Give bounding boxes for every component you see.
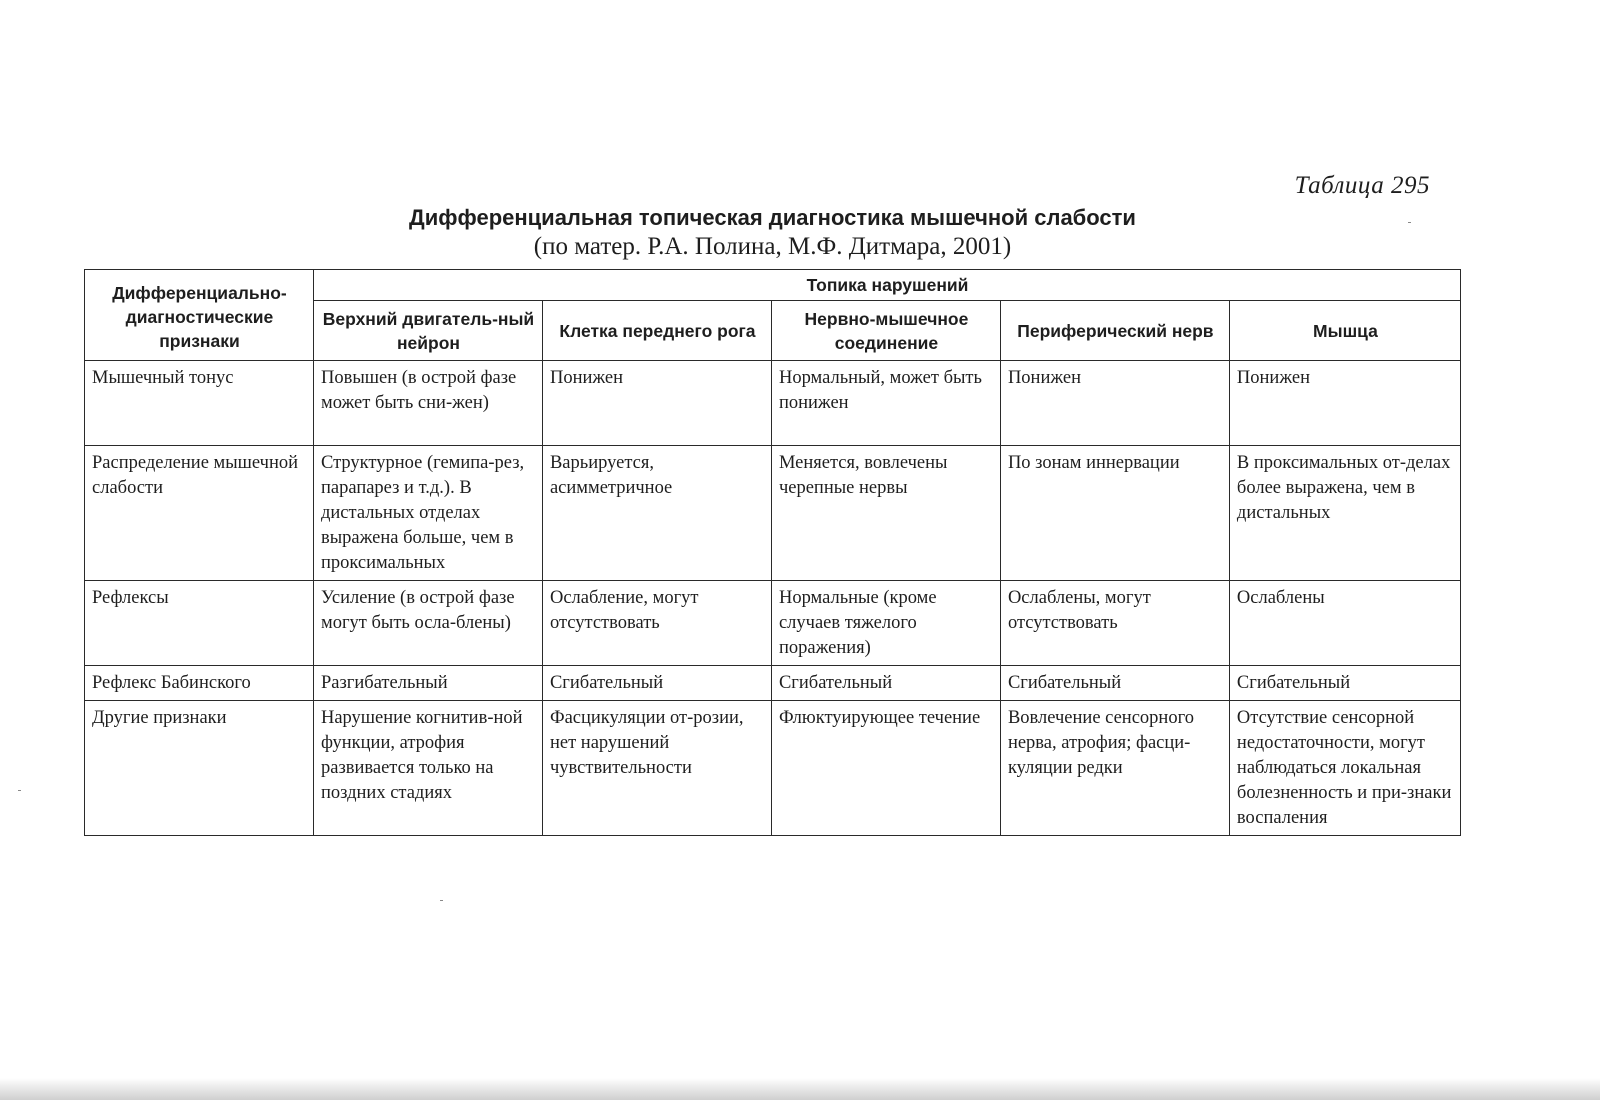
column-header: Клетка переднего рога bbox=[542, 301, 771, 361]
scan-speck bbox=[18, 790, 21, 791]
diagnosis-table bbox=[84, 269, 1461, 836]
row-label: Рефлексы bbox=[85, 581, 314, 666]
table-cell: Меняется, вовлечены черепные нервы bbox=[771, 446, 1000, 581]
corner-header: Дифференциально-диагностические признаки bbox=[85, 270, 314, 361]
table-cell: Ослаблены bbox=[1229, 581, 1460, 666]
column-header: Верхний двигатель-ный нейрон bbox=[313, 301, 542, 361]
column-header: Мышца bbox=[1229, 301, 1460, 361]
table-row bbox=[85, 361, 1461, 446]
table-cell: Сгибательный bbox=[1229, 666, 1460, 701]
column-header: Нервно-мышечное соединение bbox=[771, 301, 1000, 361]
table-row bbox=[85, 581, 1461, 666]
row-label: Другие признаки bbox=[85, 701, 314, 836]
table-title: Дифференциальная топическая диагностика мышечной слабости bbox=[409, 205, 1136, 230]
scan-speck bbox=[1408, 222, 1411, 223]
table-subtitle: (по матер. Р.А. Полина, М.Ф. Дитмара, 2001) bbox=[533, 233, 1012, 260]
row-label: Мышечный тонус bbox=[85, 361, 314, 446]
row-label: Распределение мышечной слабости bbox=[85, 446, 314, 581]
table-cell: В проксимальных от-делах более выражена, чем в дистальных bbox=[1229, 446, 1460, 581]
table-cell: По зонам иннервации bbox=[1000, 446, 1229, 581]
table-cell: Варьируется, асимметричное bbox=[542, 446, 771, 581]
table-row bbox=[85, 701, 1461, 836]
table-cell: Отсутствие сенсорной недостаточности, могут наблюдаться локальная болезненность и при-знаки воспаления bbox=[1229, 701, 1460, 836]
table-cell: Структурное (гемипа-рез, парапарез и т.д.). В дистальных отделах выражена больше, чем в проксимальных bbox=[313, 446, 542, 581]
table-cell: Понижен bbox=[1000, 361, 1229, 446]
table-cell: Понижен bbox=[542, 361, 771, 446]
table-row bbox=[85, 666, 1461, 701]
column-header: Периферический нерв bbox=[1000, 301, 1229, 361]
table-cell: Понижен bbox=[1229, 361, 1460, 446]
table-cell: Флюктуирующее течение bbox=[771, 701, 1000, 836]
table-cell: Ослабление, могут отсутствовать bbox=[542, 581, 771, 666]
table-cell: Сгибательный bbox=[1000, 666, 1229, 701]
table-cell: Нормальный, может быть понижен bbox=[771, 361, 1000, 446]
table-cell: Фасцикуляции от-розии, нет нарушений чувствительности bbox=[542, 701, 771, 836]
group-header: Топика нарушений bbox=[313, 270, 1460, 301]
table-cell: Сгибательный bbox=[542, 666, 771, 701]
table-cell: Сгибательный bbox=[771, 666, 1000, 701]
table-cell: Нарушение когнитив-ной функции, атрофия развивается только на поздних стадиях bbox=[313, 701, 542, 836]
scan-speck bbox=[440, 900, 443, 901]
table-row bbox=[85, 446, 1461, 581]
scan-bottom-edge bbox=[0, 1078, 1600, 1100]
table-cell: Вовлечение сенсорного нерва, атрофия; фасци-куляции редки bbox=[1000, 701, 1229, 836]
row-label: Рефлекс Бабинского bbox=[85, 666, 314, 701]
table-cell: Усиление (в острой фазе могут быть осла-блены) bbox=[313, 581, 542, 666]
table-cell: Ослаблены, могут отсутствовать bbox=[1000, 581, 1229, 666]
table-cell: Нормальные (кроме случаев тяжелого поражения) bbox=[771, 581, 1000, 666]
header-row-group bbox=[85, 270, 1461, 301]
table-number: Таблица 295 bbox=[1294, 172, 1430, 199]
table-cell: Повышен (в острой фазе может быть сни-жен) bbox=[313, 361, 542, 446]
table-cell: Разгибательный bbox=[313, 666, 542, 701]
